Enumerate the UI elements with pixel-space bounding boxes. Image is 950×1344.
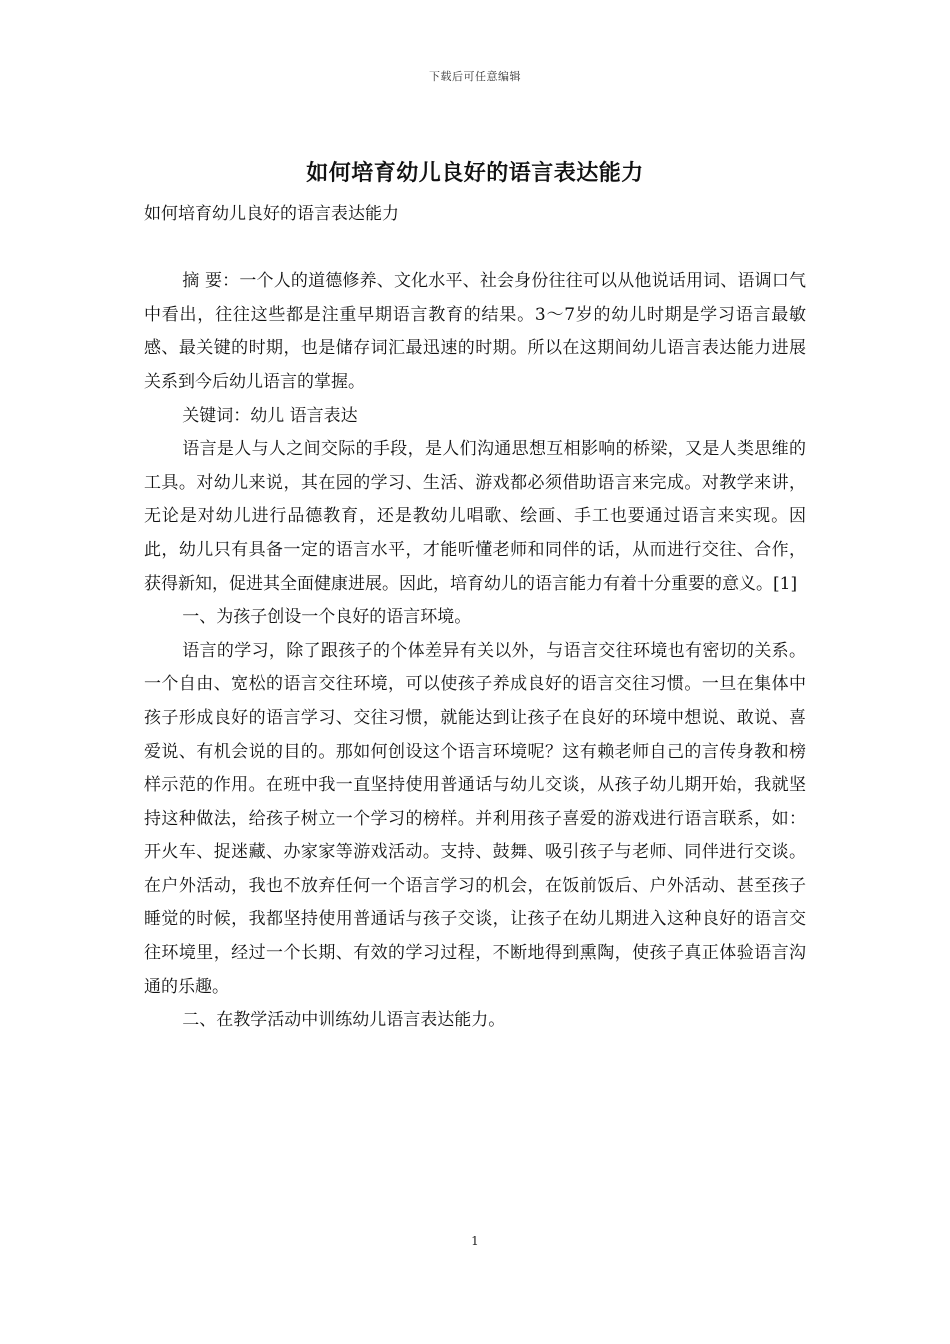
page-number: 1 (471, 1234, 479, 1248)
section-heading: 一、为孩子创设一个良好的语言环境。 (182, 607, 472, 628)
document-subtitle: 如何培育幼儿良好的语言表达能力 (144, 204, 399, 224)
blank-line (144, 232, 806, 266)
abstract-paragraph: 摘 要：一个人的道德修养、文化水平、社会身份往往可以从他说话用词、语调口气中看出，往往这些都是注重早期语言教育的结果。3～7岁的幼儿时期是学习语言最敏感、最关键的时期，也是储存词汇最迅速的时期。所以在这期间幼儿语言表达能力进展关系到今后幼儿语言的掌握。 (144, 271, 806, 392)
keywords-line: 关键词：幼儿 语言表达 (182, 405, 358, 426)
body-paragraph: 语言的学习，除了跟孩子的个体差异有关以外，与语言交往环境也有密切的关系。一个自由、宽松的语言交往环境，可以使孩子养成良好的语言交往习惯。一旦在集体中孩子形成良好的语言学习、交往习惯，就能达到让孩子在良好的环境中想说、敢说、喜爱说、有机会说的目的。那如何创设这个语言环境呢？这有赖老师自己的言传身教和榜样示范的作用。在班中我一直坚持使用普通话与幼儿交谈，从孩子幼儿期开始，我就坚持这种做法，给孩子树立一个学习的榜样。并利用孩子喜爱的游戏进行语言联系，如：开火车、捉迷藏、办家家等游戏活动。支持、鼓舞、吸引孩子与老师、同伴进行交谈。在户外活动，我也不放弃任何一个语言学习的机会，在饭前饭后、户外活动、甚至孩子睡觉的时候，我都坚持使用普通话与孩子交谈，让孩子在幼儿期进入这种良好的语言交往环境里，经过一个长期、有效的学习过程，不断地得到熏陶，使孩子真正体验语言沟通的乐趣。 (144, 640, 806, 997)
header-note: 下载后可任意编辑 (429, 70, 521, 83)
document-title: 如何培育幼儿良好的语言表达能力 (306, 160, 644, 186)
document-body (144, 198, 806, 1038)
section-heading: 二、在教学活动中训练幼儿语言表达能力。 (182, 1010, 506, 1031)
body-paragraph: 语言是人与人之间交际的手段，是人们沟通思想互相影响的桥梁，又是人类思维的工具。对幼儿来说，其在园的学习、生活、游戏都必须借助语言来完成。对教学来讲，无论是对幼儿进行品德教育，还是教幼儿唱歌、绘画、手工也要通过语言来实现。因此，幼儿只有具备一定的语言水平，才能听懂老师和同伴的话，从而进行交往、合作，获得新知，促进其全面健康进展。因此，培育幼儿的语言能力有着十分重要的意义。[1] (144, 439, 806, 594)
